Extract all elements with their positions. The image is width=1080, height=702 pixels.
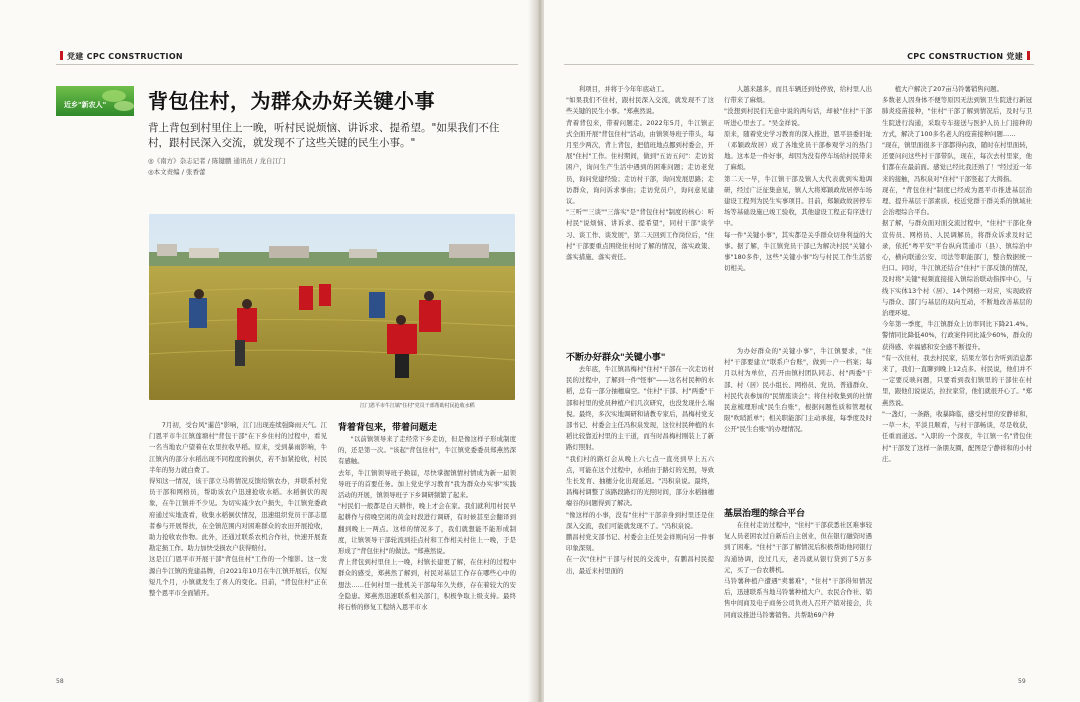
header-rule [56,64,518,65]
column-4-text: 去年底，牛江镇昌梅村"住村"干部在一次走访村民的过程中，了解到一件"怪事"——这名村民种的水稻，总有一部分抽穗扁空。"住村"干部、村"两委"干部和村里的党员种植户们几次研究，也没发现什么端倪。最终，多次实地调研和请教专家后，昌梅村党支部书记、村委会主任冯积泉发现，这位村民种植的水稻比较靠近村里的主干道，而当时昌梅村刚装上了新路灯照射。 "我们村的路灯会从晚上六七点一直亮到早上五六点，可能在这个过程中，水稻由于路灯的光照，导致生长发育、抽穗分化出现延迟。"冯积泉说。最终，昌梅村调整了该路段路灯的光照时间，部分水稻抽穗瘪谷的问题得到了解决。 "像这样的小事，没有"住村"干部亲身到村里还是住深入交流，我们可能就发现不了。"冯积泉说。 鹏昌村党支部书记、村委会主任吴金祥则向另一件事印象深刻。 在一次"住村"干部与村民的交流中，有鹏昌村民提出，最近来村里面的 [566,365,714,575]
subhead-1: 背着背包来，带着问题走 [338,423,438,433]
column-4 [566,364,714,676]
article-lead: 背上背包到村里住上一晚，听村民说烦恼、讲诉求、提希望。"如果我们不住村，跟村民深入交流，就发现不了这些关键的民生小事。" [148,122,500,149]
column-2-text: "以前镇领导来了走经常下乡走访，但是像这样子形成制度的，还是第一次。"该起"背包住村"，牛江镇党委委员郑燕然深有感触。 去年，牛江镇领导班子换届，尽快掌握镇情村情成为新一届领导班子的首要任务。加上党史学习教育"我为群众办实事"实践活动的开展，镇领导班子下乡调研频繁了起来。 "村民们一般都是白天耕作，晚上才会在家。我们就利用村民早起耕作与傍晚空闲的黄金时段进行调研，有时候甚至会翻译到翻到晚上一两点。这样的情况多了，我们就想能不能形成制度，让镇领导干部轮流到挂点村和工作相关村住上一晚，于是形成了"背包住村"的做法。"郑燕然说。 背上背包到村里住上一晚，村镇长建更了解，在住村的过程中群众的感受，郑燕然了解到，村民对基层工作存在哪些心中的想法……任何村里一批机关干部每年久失修，存在着较大的安全隐患。郑燕然迅速联系相关部门，积极争取上级支持。最终将石桥的修复工程纳入恩平市水 [338,435,516,612]
column-6 [724,346,872,496]
byline-editor: ◎本文责编 / 张香蕾 [148,168,206,176]
header-rule-right [564,64,1034,65]
column-1 [149,420,327,678]
article-title: 背包住村，为群众办好关键小事 [148,89,435,113]
column-3 [566,84,714,326]
left-page [0,0,536,702]
right-page [544,0,1080,702]
subhead-2: 不断办好群众"关键小事" [566,353,666,363]
column-8 [882,84,1032,674]
column-5-text: 人越来越多，而且车辆还到处停放，给村里人出行带来了麻烦。 "没想到村民们无意中说的两句话，却被"住村"干部听进心里去了。"吴金祥说。 原来，随着党史学习教育的深入推进，恩平县委旧址（邓颖政故居）成了各地党员干部参观学习的热门地。这本是一件好事，却因为没有停车场给村民带来了麻烦。 第二天一早，牛江镇干部及镇人大代表就到实地调研，经过广泛征集意见，镇人大将郑颖政故居停车场建设工程列为民生实事项目。目前，郑颖政故居停车场等基础设施已竣工验收，其他建设工程正有序进行中。 每一件"关键小事"，其实都是关乎群众切身利益的大事。据了解，牛江镇党员干部已为解决村民"关键小事"180多件，这些"关键小事"均与村民工作生活密切相关。 [724,85,872,273]
article-photo [149,214,515,400]
red-bar-icon [60,51,63,60]
column-7-text: 在住村走访过程中，"住村"干部获悉社区难事较复人员老困农过自新后自主创业，但在银行融资时遇到了困难。"住村"干部了解情况后积极帮助他同银行沟通协调，没过几天，老冯就从银行贷到了5万多元，买了一台农耕机。 马铃薯种植户遭遇"卖薯难"，"住村"干部得知情况后，迅速联系当地马铃薯种植大户、农民合作社、销售中间商及电子商务公司负责人召开产销对接会，共同商议推进马铃薯销售。共帮助69户种 [724,521,872,619]
rice-field-photo [149,214,515,400]
page-number-right: 59 [1018,678,1026,685]
subhead-3: 基层治理的综合平台 [724,509,806,519]
column-2 [338,434,516,678]
red-bar-icon [1027,51,1030,60]
running-head-left: 党建 CPC CONSTRUCTION [56,51,183,62]
byline-author: ◎《南方》杂志记者 / 陈键鹏 通讯员 / 龙自江门 [148,157,286,165]
page-number-left: 58 [56,678,64,685]
column-6-text: 为办好群众的"关键小事"，牛江镇要求，"住村"干部要建立"联系户台账"，做到一户一档案；每月以村为单位，召开由镇村团队同志、村"两委"干部、村（居）民小组长、网格员、党员、普通群众、村民代表参加的"民情座谈会"；将住村收集到的社情民意梳理形成"民生台账"，根据问题性质和管理权限"吹哨派单"；相关职能部门主动承接，每季度及时公开"民生台账"的办理情况。 [724,347,872,434]
column-3-text: 利项目，并将于今年年底动工。 "如果我们不住村，跟村民深入交流，就发现不了这些关键的民生小事。"郑燕然说。 背着背包来，带着问题走。2022年5月，牛江镇正式全面开展"背包住村"活动，由镇领导班子带头，每月至少两次，背上背包，把值班地点挪到村委会，开展"住村"工作。住村期间，做到"五访五问"：走访贫困户，询问生产生活中遇到的困难问题；走访老党员，询问党建经验；走访村干部，询问发展思路；走访群众，询问诉求事由；走访党员户，询问意见建议。 "三听""三谈""三落实"是"背包住村"制度的核心：听村民"说烦恼、讲诉求、提希望"，同村干部"谈学习、谈工作、谈发展"，第二天回到工作岗位后，"住村"干部要重点围绕住村时了解的情况，落实政策、落实措施、落实责任。 [566,85,714,262]
section-banner [56,86,134,116]
column-8-text: 植大户解决了207亩马铃薯销售问题。 多数老人因身体不便等原因无法到镇卫生院进行新冠肺炎疫苗接种，"住村"干部了解到情况后，及时与卫生院进行沟通，采取专车接送与医护人员上门接种的方式，解决了100多名老人的疫苗接种问题…… "现在，镇里面很多干部都得向我，随时在村里面转，还要问问这些村干部带队，现在，每次去村里家，他们都在在最前面。感觉已经比我还熟了！"经过近一年来的接触，冯积泉对"住村"干部竖起了大拇指。 现在，"背包住村"制度已经成为恩平市推进基层治理、提升基层干部素质、校近党群干群关系的镇域社会治理综合平台。 据了解，与群众面对面交流过程中，"住村"干部化身宣传员、网格员、人民调解员，将群众诉求及时记录，依托"粤平安"平台纵向贯通市（县）、镇综治中心，横向联通公安、司法等职能部门，整合数据统一归口。同时，牛江镇还结合"住村"干部反馈的情况，及时将"关键"视频直接接入镇综治联动指挥中心，与线下实体13个村（居）、14个网格一对应，实现政府与群众、部门与基层的双向互动，不断地改善基层的治理环境。 今年第一季度，牛江镇群众上访率同比下降21.4%。警情同比降低40%，行政案件同比减少60%，群众的获得感、幸福感和安全感不断提升。 "有一次住村，我去村民家，结果左邻右舍听到消息都来了，我们一直聊到晚上12点多。村民说，他们并不一定要反映问题，只要看到我们镇里的干部住在村里，跟他们说说话，拉拉家常，他们就很开心了。"郑燕然说。 "一盏灯，一条路，收暴降临，感受村里的安静祥和，一草一木，平淡且顺看，与村干部畅谈，尽是收获，任重而道远。"入职的一个深夜，牛江镇一名"背包住村"干部发了这样一条朋友圈，配图是宁静祥和的小村庄。 [882,85,1032,463]
banner-label: 近乡"新农人" [64,101,107,109]
column-5 [724,84,872,342]
column-7 [724,520,872,676]
column-1-text: 7月初，受台风"暹芭"影响，江门出现连续强降雨天气。江门恩平市牛江镇莲塘村"背包干部"在下乡住村的过程中，看见一名当地农户望着在农里拉收早稻。原来，受到暴雨影响，牛江镇内的部分水稻出现不同程度的倒伏，若不加紧抢收，村民半年的努力就白费了。 得知这一情况，该干部立马将情况反馈给镇农办，并联系村党员干部和网格员，帮助该农户迅速抢收水稻。水稻倒伏的现象，在牛江镇并不少见。为切实减少农户损失，牛江镇党委政府通过实地查看，收集水稻倒伏情况，迅速组织党员干部志愿者参与开展帮扶，在全镇范围内对困难群众的农田开展抢收，助力抢收农作物。此外，还通过联系农机合作社，快速开展查勘定损工作。助力加快受损农户获得赔付。 这是江门恩平市开展干部"背包住村"工作的一个缩影。这一发源自牛江镇的党建品牌，自2021年10月在牛江镇开展后，仅短短几个月，小镇就发生了喜人的变化。目前，"背包住村"正在整个恩平市全面铺开。 [149,421,327,598]
running-head-right: CPC CONSTRUCTION 党建 [907,51,1034,62]
photo-caption: 江门恩平市牛江镇"住村"党员干部帮助村民抢收水稻 [360,403,475,409]
